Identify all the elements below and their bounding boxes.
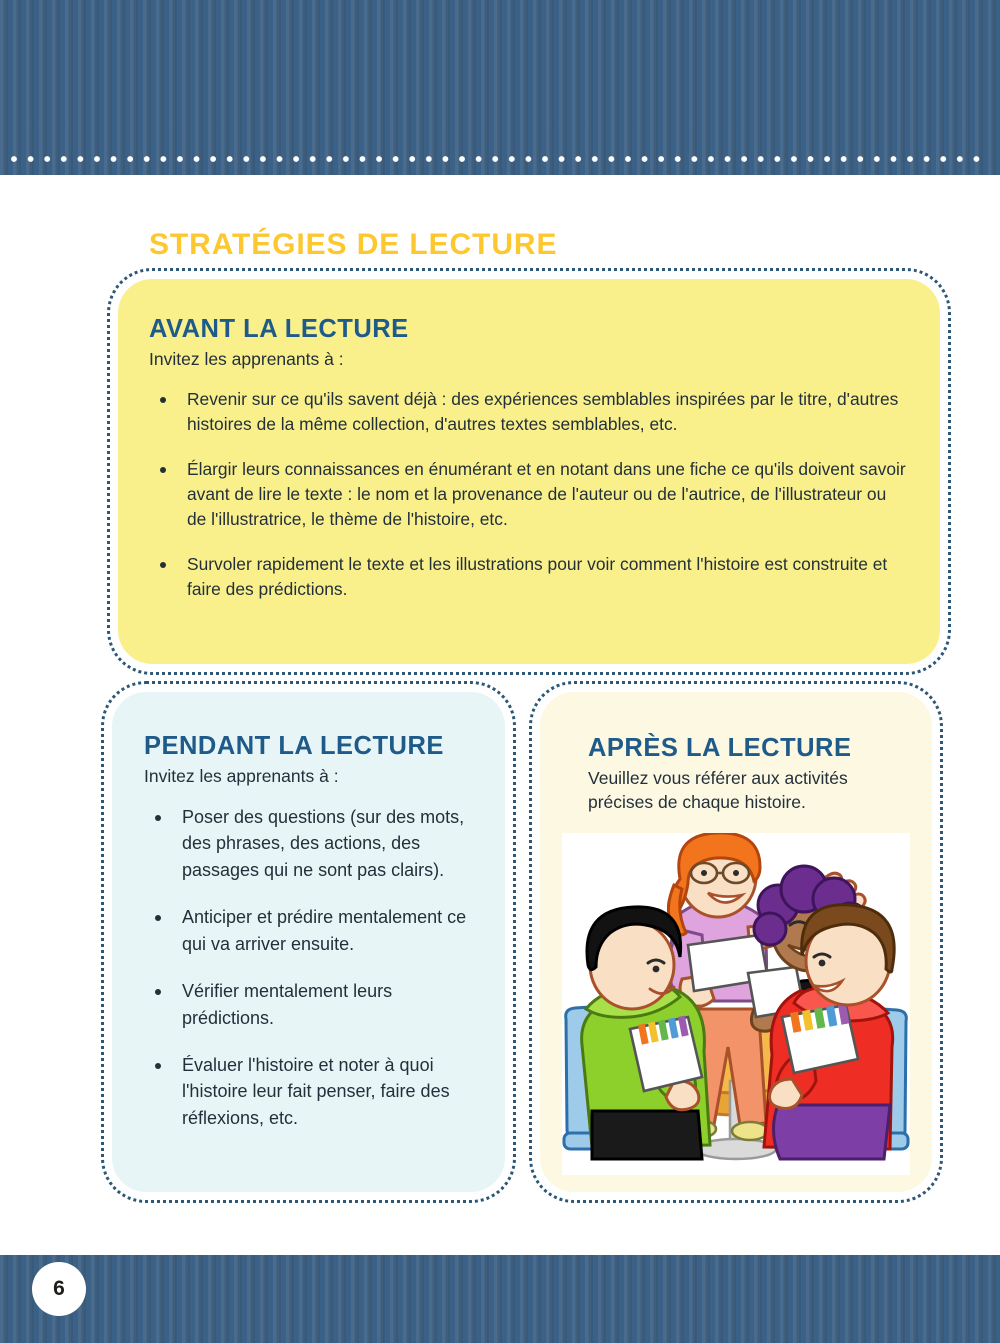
page-title: STRATÉGIES DE LECTURE [149,228,558,261]
bullet-list-pendant [144,804,481,1132]
card-heading-apres: APRÈS LA LECTURE [588,734,852,762]
bottom-decorative-band [0,1255,1000,1343]
list-item: Élargir leurs connaissances en énumérant et en notant dans une fiche ce qu'ils doivent savoir avant de lire le texte : le nom et la provenance de l'auteur ou de l'autrice, de l'illustrateur ou de l'illustratrice, le thème de l'histoire, etc. [149,457,910,533]
bullet-list-avant [149,387,910,603]
card-heading-avant: AVANT LA LECTURE [149,315,409,343]
page-number-badge: 6 [32,1262,86,1316]
card-heading-pendant: PENDANT LA LECTURE [144,732,444,760]
top-dotted-rule [10,155,990,163]
section-card-avant [118,279,940,664]
classroom-illustration [562,833,910,1175]
list-item: Poser des questions (sur des mots, des phrases, des actions, des passages qui ne sont pas clairs). [144,804,481,883]
card-intro-apres: Veuillez vous référer aux activités précises de chaque histoire. [588,767,848,812]
card-intro-avant: Invitez les apprenants à : [149,348,344,369]
list-item: Évaluer l'histoire et noter à quoi l'histoire leur fait penser, faire des réflexions, etc. [144,1052,481,1131]
worksheet-right [782,1004,858,1073]
list-item: Survoler rapidement le texte et les illustrations pour voir comment l'histoire est construite et faire des prédictions. [149,552,910,603]
list-item: Vérifier mentalement leurs prédictions. [144,978,481,1031]
top-decorative-band [0,0,1000,175]
list-item: Anticiper et prédire mentalement ce qui va arriver ensuite. [144,904,481,957]
list-item: Revenir sur ce qu'ils savent déjà : des expériences semblables inspirées par le titre, d'autres histoires de la même collection, d'autres textes semblables, etc. [149,387,910,438]
section-card-pendant [112,692,505,1192]
worksheet-left [630,1016,702,1091]
card-intro-pendant: Invitez les apprenants à : [144,765,339,786]
